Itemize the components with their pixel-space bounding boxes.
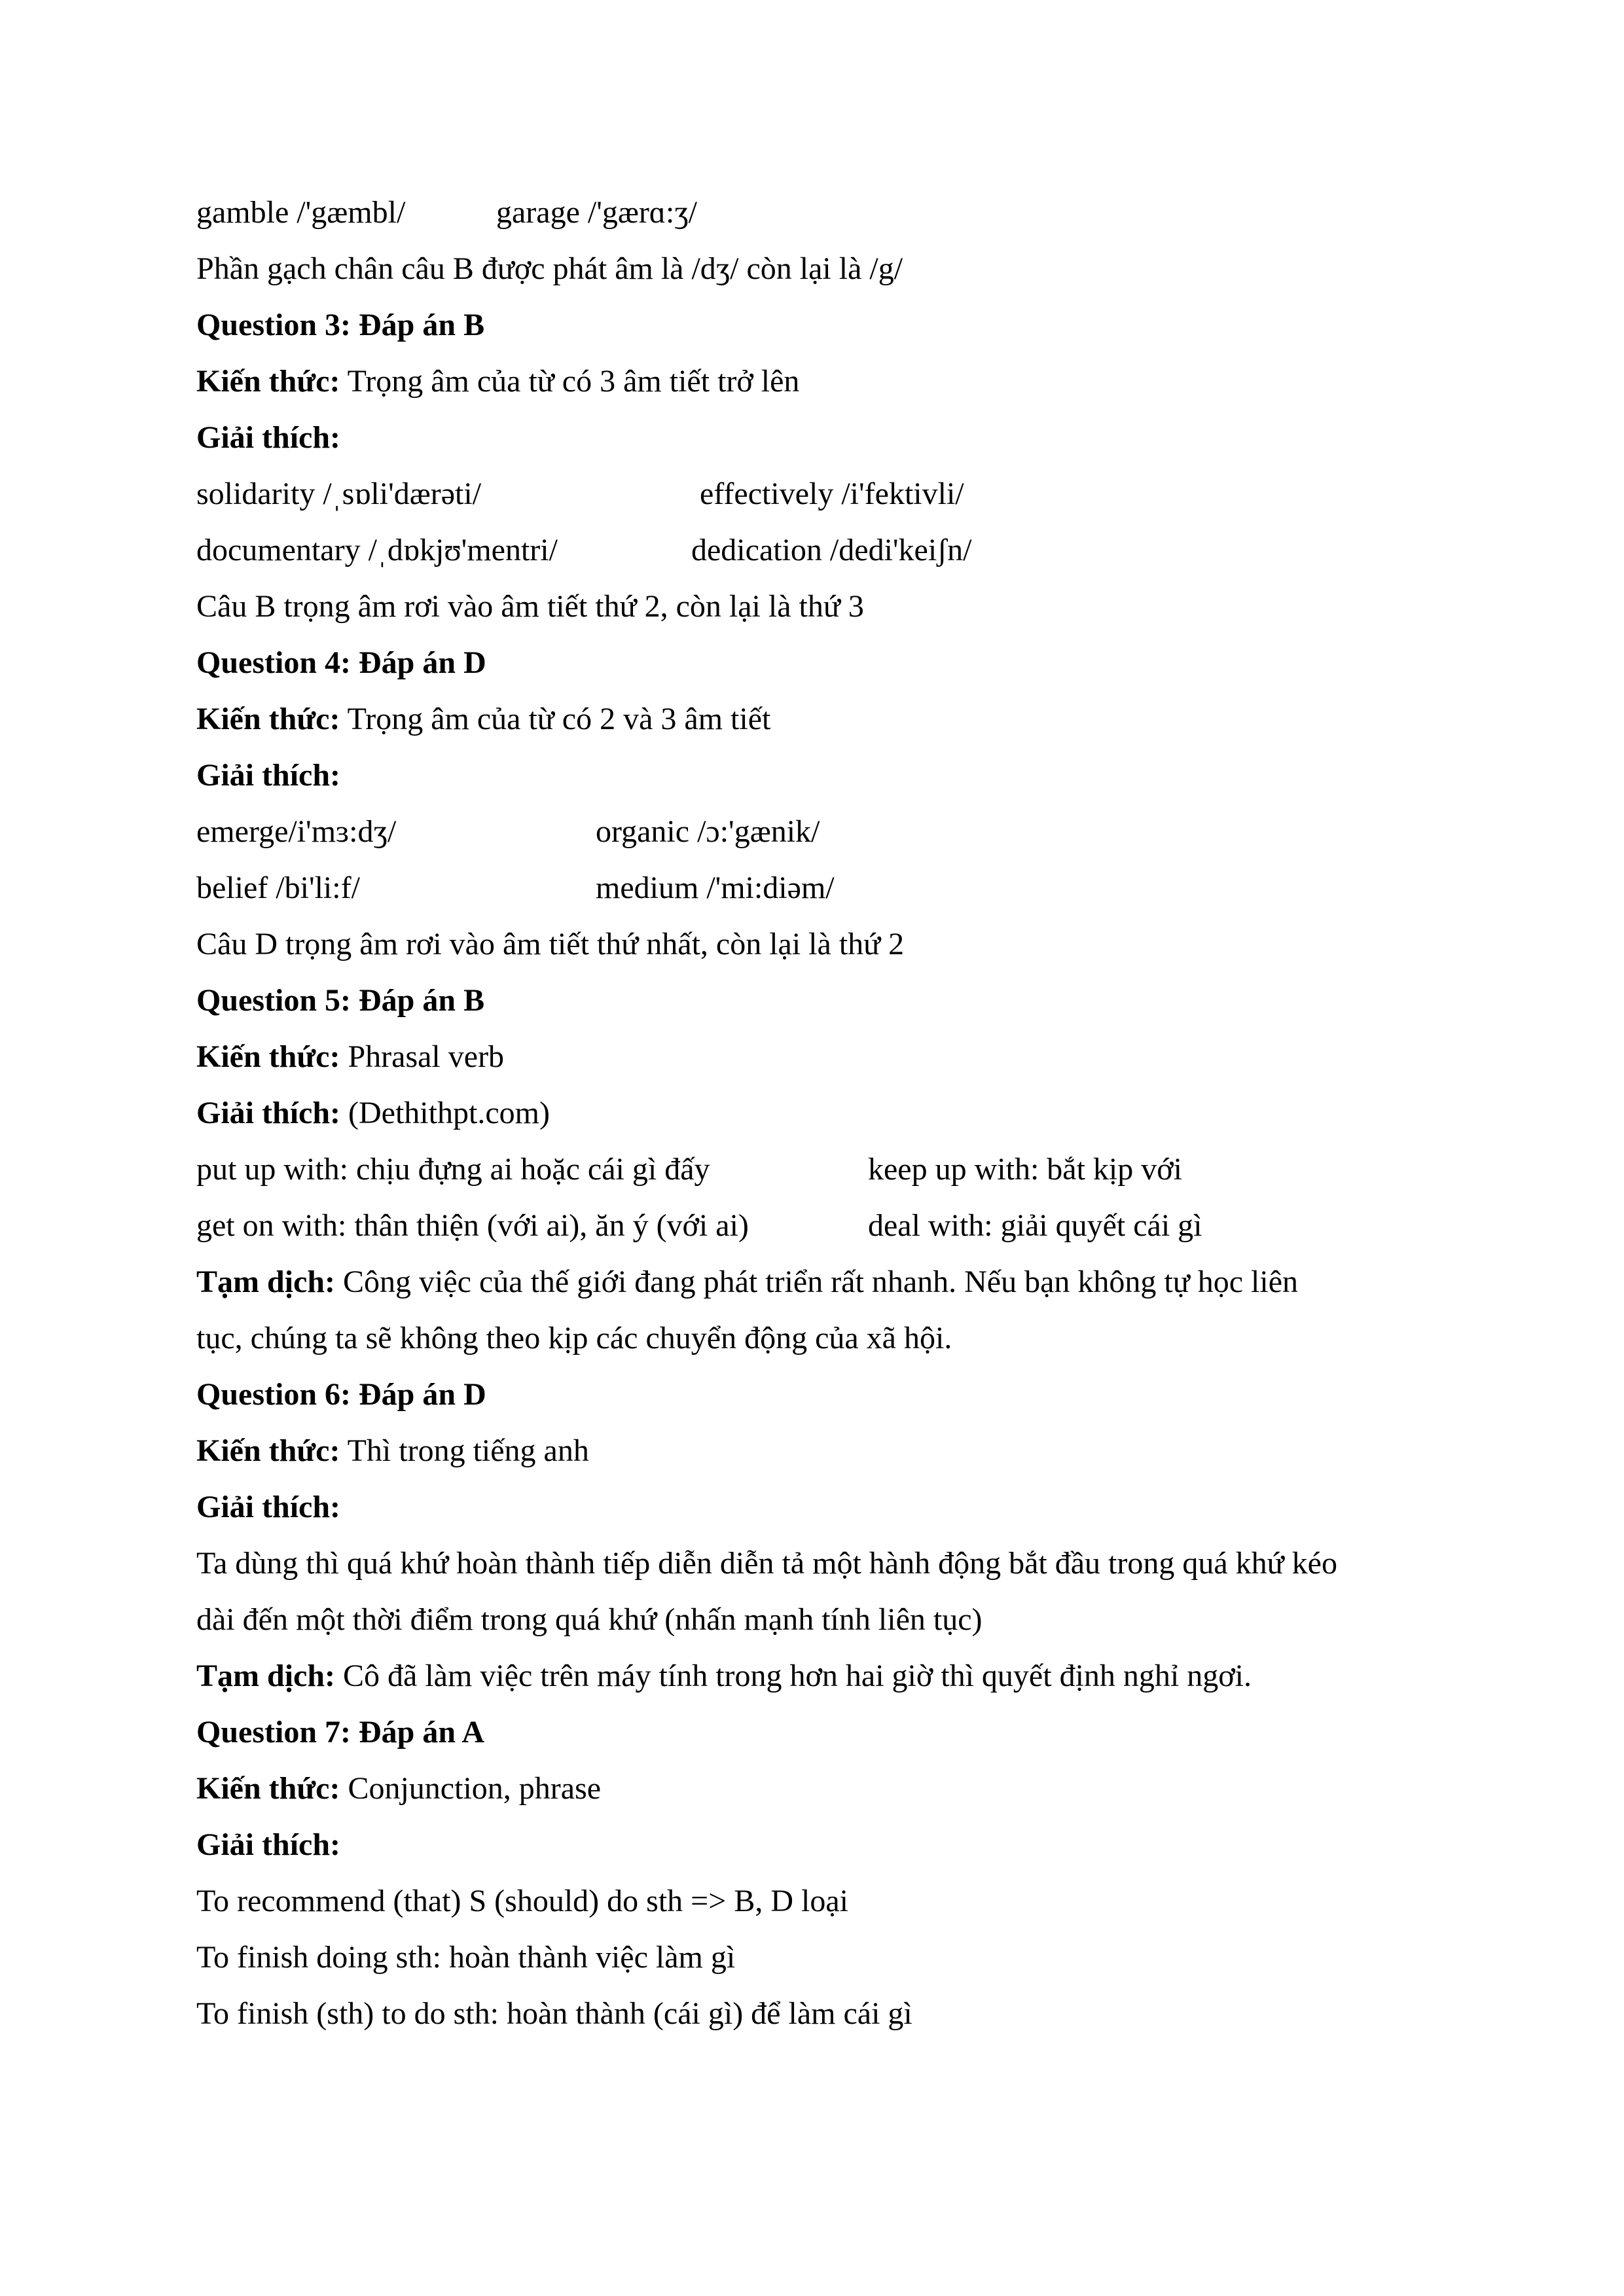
pron-word-gamble: gamble /'gæmbl/ — [196, 195, 406, 230]
q4-conclusion: Câu D trọng âm rơi vào âm tiết thứ nhất, còn lại là thứ 2 — [196, 927, 905, 961]
kien-thuc-text: Trọng âm của từ có 3 âm tiết trở lên — [340, 364, 800, 399]
pron-word-emerge: emerge/i'mɜ:dʒ/ — [196, 814, 397, 849]
q5-phrasal-row-2 — [196, 1198, 1454, 1254]
tam-dich-text: Công việc của thế giới đang phát triển rất nhanh. Nếu bạn không tự học liên — [335, 1265, 1299, 1299]
q7-explain-line-3: To finish (sth) to do sth: hoàn thành (cái gì) để làm cái gì — [196, 1996, 912, 2031]
q4-kien-thuc-line — [196, 691, 1454, 747]
kien-thuc-label: Kiến thức: — [196, 1433, 340, 1468]
giai-thich-label: Giải thích: — [196, 1096, 341, 1130]
tam-dich-text: Cô đã làm việc trên máy tính trong hơn hai giờ thì quyết định nghỉ ngơi. — [335, 1659, 1252, 1693]
question-3-heading: Question 3: Đáp án B — [196, 308, 485, 342]
q4-pron-row-2 — [196, 860, 1454, 916]
q5-kien-thuc-line — [196, 1029, 1454, 1085]
q5-giai-thich-line — [196, 1085, 1454, 1141]
question-7-heading: Question 7: Đáp án A — [196, 1715, 485, 1749]
kien-thuc-label: Kiến thức: — [196, 364, 340, 399]
q5-tam-dich-line-2: tục, chúng ta sẽ không theo kịp các chuyển động của xã hội. — [196, 1321, 952, 1355]
tam-dich-label: Tạm dịch: — [196, 1659, 336, 1693]
phrasal-put-up-with: put up with: chịu đựng ai hoặc cái gì đấy — [196, 1152, 710, 1187]
pron-word-documentary: documentary /ˌdɒkjʊ'mentri/ — [196, 533, 558, 567]
kien-thuc-label: Kiến thức: — [196, 1039, 340, 1074]
pron-word-dedication: dedication /dedi'keiʃn/ — [691, 533, 972, 567]
q3-pron-row-1 — [196, 466, 1454, 522]
pron-note: Phần gạch chân câu B được phát âm là /dʒ/ còn lại là /g/ — [196, 251, 903, 286]
q4-pron-row-1 — [196, 804, 1454, 860]
kien-thuc-text: Phrasal verb — [340, 1039, 505, 1074]
pron-word-medium: medium /'mi:diəm/ — [596, 870, 835, 905]
q5-tam-dich-line-1 — [196, 1254, 1454, 1310]
kien-thuc-text: Trọng âm của từ có 2 và 3 âm tiết — [340, 702, 771, 736]
giai-thich-source-note: (Dethithpt.com) — [340, 1096, 550, 1130]
phrasal-keep-up-with: keep up with: bắt kịp với — [868, 1152, 1182, 1187]
pron-word-effectively: effectively /i'fektivli/ — [700, 476, 964, 511]
question-4-heading: Question 4: Đáp án D — [196, 645, 486, 680]
q3-pron-row-2 — [196, 522, 1454, 579]
q6-explain-line-1: Ta dùng thì quá khứ hoàn thành tiếp diễn diễn tả một hành động bắt đầu trong quá khứ kéo — [196, 1546, 1337, 1581]
pron-word-solidarity: solidarity /ˌsɒli'dærəti/ — [196, 476, 482, 511]
question-5-heading: Question 5: Đáp án B — [196, 983, 485, 1018]
pron-word-belief: belief /bi'li:f/ — [196, 870, 360, 905]
q7-explain-line-1: To recommend (that) S (should) do sth => B, D loại — [196, 1884, 848, 1918]
kien-thuc-text: Conjunction, phrase — [340, 1771, 602, 1806]
tam-dich-label: Tạm dịch: — [196, 1265, 336, 1299]
pron-word-garage: garage /'gærɑ:ʒ/ — [496, 195, 697, 230]
q7-kien-thuc-line — [196, 1761, 1454, 1817]
kien-thuc-text: Thì trong tiếng anh — [340, 1433, 589, 1468]
q3-giai-thich-label: Giải thích: — [196, 420, 341, 455]
kien-thuc-label: Kiến thức: — [196, 702, 340, 736]
question-6-heading: Question 6: Đáp án D — [196, 1377, 486, 1412]
q7-giai-thich-label: Giải thích: — [196, 1827, 341, 1862]
pron-pair-row — [196, 185, 1454, 241]
phrasal-deal-with: deal with: giải quyết cái gì — [868, 1208, 1202, 1243]
pron-word-organic: organic /ɔ:'gænik/ — [596, 814, 820, 849]
q6-tam-dich-line — [196, 1648, 1454, 1704]
phrasal-get-on-with: get on with: thân thiện (với ai), ăn ý (với ai) — [196, 1208, 749, 1243]
q3-kien-thuc-line — [196, 353, 1454, 410]
q6-kien-thuc-line — [196, 1423, 1454, 1479]
kien-thuc-label: Kiến thức: — [196, 1771, 340, 1806]
q6-giai-thich-label: Giải thích: — [196, 1490, 341, 1524]
q7-explain-line-2: To finish doing sth: hoàn thành việc làm gì — [196, 1940, 736, 1975]
q4-giai-thich-label: Giải thích: — [196, 758, 341, 793]
q3-conclusion: Câu B trọng âm rơi vào âm tiết thứ 2, còn lại là thứ 3 — [196, 589, 864, 624]
q5-phrasal-row-1 — [196, 1141, 1454, 1198]
q6-explain-line-2: dài đến một thời điểm trong quá khứ (nhấn mạnh tính liên tục) — [196, 1602, 983, 1637]
